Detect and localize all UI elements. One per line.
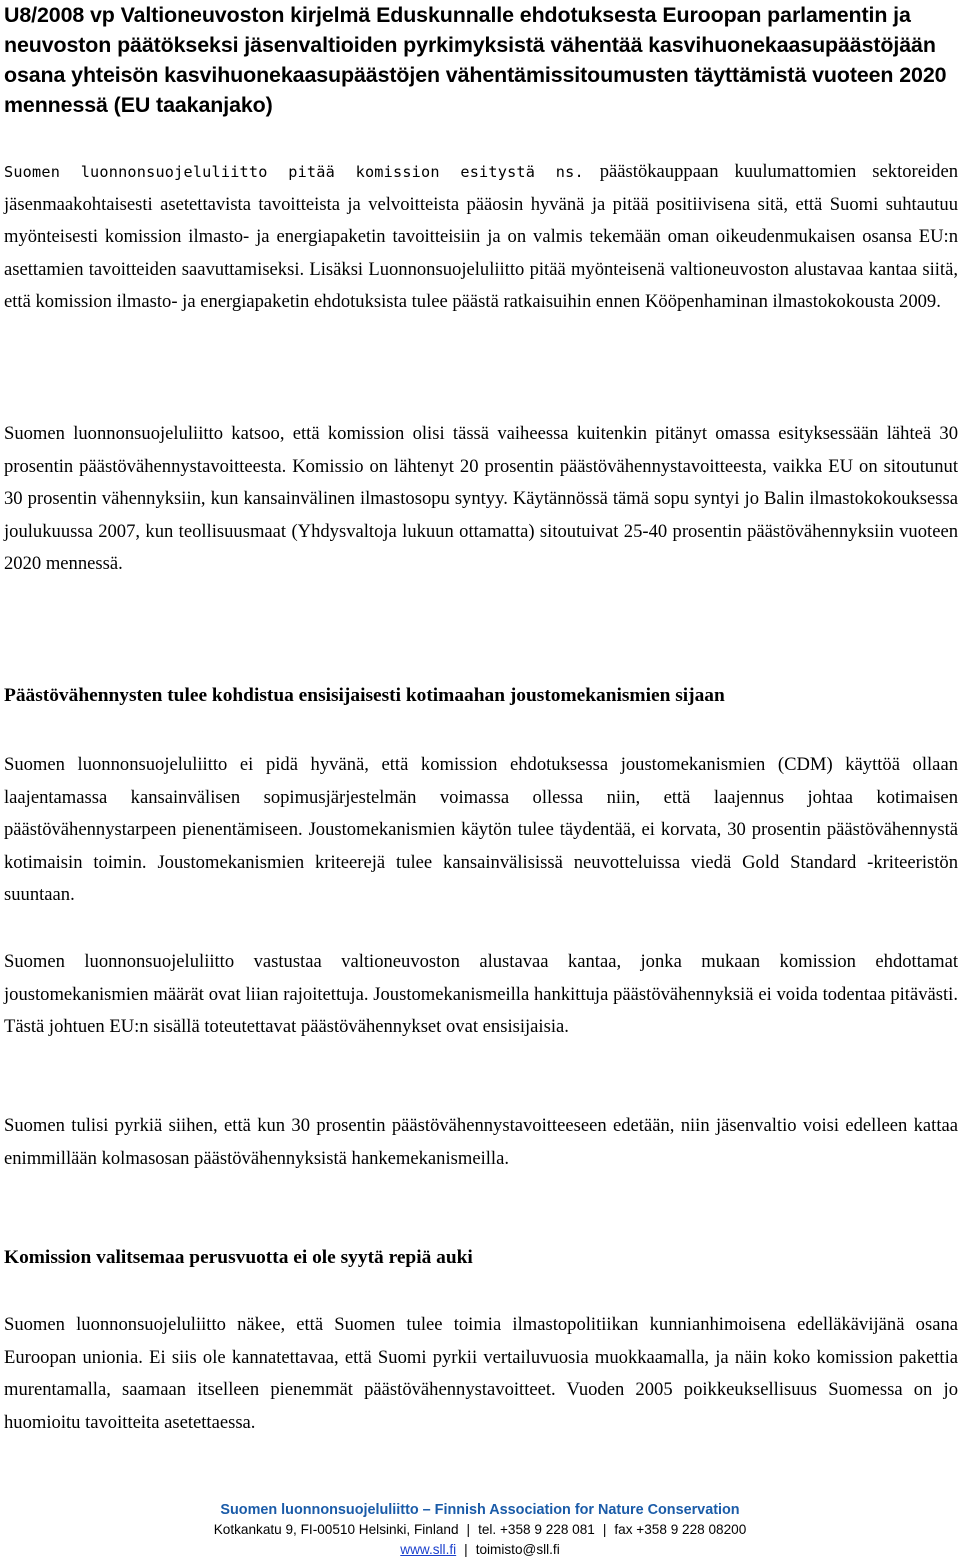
footer-organization: Suomen luonnonsuojeluliitto – Finnish Association for Nature Conservation — [220, 1502, 740, 1518]
footer-email: toimisto@sll.fi — [475, 1542, 560, 1557]
paragraph-baseline-year: Suomen luonnonsuojeluliitto näkee, että Suomen tulee toimia ilmastopolitiikan kunnianhimoisena edelläkävijänä osana Euroopan unionia. Ei siis ole kannatettavaa, että Suomi pyrkii vertailuvuosia muokkaamalla, ja näin koko komission pakettia murentamalla, saamaan itselleen pienemmät päästövähennystavoitteet. Vuoden 2005 poikkeuksellisuus Suomessa on jo huomioitu tavoitteita asetettaessa. — [4, 1314, 958, 1433]
footer-separator: | — [602, 1522, 607, 1537]
section-heading-perusvuosi: Komission valitsemaa perusvuotta ei ole syytä repiä auki — [4, 1247, 473, 1268]
document-title: U8/2008 vp Valtioneuvoston kirjelmä Eduskunnalle ehdotuksesta Euroopan parlamentin ja neuvoston päätökseksi jäsenvaltioiden pyrkimyksistä vähentää kasvihuonekaasupäästöjään osana yhteisön kasvihuonekaasupäästöjen vähentämissitoumusten täyttämistä vuoteen 2020 mennessä (EU taakanjako) — [4, 3, 947, 117]
footer-fax: fax +358 9 228 08200 — [614, 1522, 747, 1537]
footer-website-link[interactable]: www.sll.fi — [400, 1542, 457, 1557]
paragraph-opposition: Suomen luonnonsuojeluliitto vastustaa valtioneuvoston alustavaa kantaa, jonka mukaan komission ehdottamat joustomekanismien määrät ovat liian rajoitettuja. Joustomekanismeilla hankittuja päästövähennyksiä ei voida todentaa pitävästi. Tästä johtuen EU:n sisällä toteutettavat päästövähennykset ovat ensisijaisia. — [4, 951, 958, 1038]
section-heading-joustomekanismit: Päästövähennysten tulee kohdistua ensisijaisesti kotimaahan joustomekanismien sijaan — [4, 685, 725, 706]
paragraph-hankemekanismit: Suomen tulisi pyrkiä siihen, että kun 30 prosentin päästövähennystavoitteeseen edetään, niin jäsenvaltio voisi edelleen kattaa enimmillään kolmasosan päästövähennyksistä hankemekanismeilla. — [4, 1115, 958, 1169]
paragraph-30-percent: Suomen luonnonsuojeluliitto katsoo, että komission olisi tässä vaiheessa kuitenkin pitänyt omassa esityksessään lähteä 30 prosentin päästövähennystavoitteesta. Komissio on lähtenyt 20 prosentin päästövähennystavoitteesta, vaikka EU on sitoutunut 30 prosentin vähennyksiin, kun kansainvälinen ilmastosopu syntyy. Käytännössä tämä sopu syntyi jo Balin ilmastokokouksessa joulukuussa 2007, kun teollisuusmaat (Yhdysvaltoja lukuun ottamatta) sitoutuivat 25-40 prosentin päästövähennyksiin vuoteen 2020 mennessä. — [4, 423, 958, 575]
footer-links-line — [0, 1540, 960, 1560]
footer-separator: | — [466, 1522, 471, 1537]
footer-contact-line — [0, 1520, 960, 1540]
paragraph-intro — [4, 156, 958, 319]
page-footer — [0, 1500, 960, 1560]
footer-address: Kotkankatu 9, FI-00510 Helsinki, Finland — [213, 1522, 459, 1537]
paragraph-intro-rest: päästökauppaan kuulumattomien sektoreiden jäsenmaakohtaisesti asetettavista tavoitteista ja velvoitteista pääosin hyvänä ja pitää positiivisena sitä, että Suomi suhtautuu myönteisesti komission ilmasto- ja energiapaketin tavoitteisiin ja on valmis tekemään oman oikeudenmukaisen osansa EU:n asettamien tavoitteiden saavuttamiseksi. Lisäksi Luonnonsuojeluliitto pitää myönteisenä valtioneuvoston alustavaa kantaa siitä, että komission ilmasto- ja energiapaketin ehdotuksista tulee päästä ratkaisuihin ennen Kööpenhaminan ilmastokokousta 2009. — [4, 161, 958, 313]
footer-phone: tel. +358 9 228 081 — [478, 1522, 595, 1537]
paragraph-cdm: Suomen luonnonsuojeluliitto ei pidä hyvänä, että komission ehdotuksessa joustomekanismien (CDM) käyttöä ollaan laajentamassa kansainvälisen sopimusjärjestelmän voimassa ollessa niin, että laajennus johtaa kotimaisen päästövähennystarpeen pienentämiseen. Joustomekanismien käytön tulee täydentää, ei korvata, 30 prosentin päästövähennystä kotimaisin toimin. Joustomekanismien kriteerejä tulee kansainvälisissä neuvotteluissa viedä Gold Standard -kriteeristön suuntaan. — [4, 754, 958, 906]
paragraph-intro-lead: Suomen luonnonsuojeluliitto pitää komission esitystä ns. — [4, 163, 584, 181]
footer-separator: | — [464, 1542, 468, 1557]
